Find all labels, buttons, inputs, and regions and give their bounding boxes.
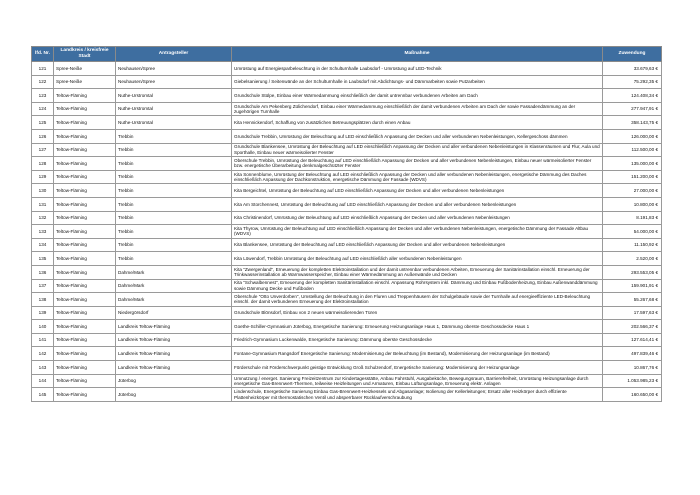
cell-zuwendung: 1.053.985,23 €	[603, 374, 662, 388]
cell-nr: 132	[32, 211, 54, 225]
cell-landkreis: Teltow-Fläming	[54, 279, 116, 293]
cell-zuwendung: 55.267,68 €	[603, 293, 662, 307]
cell-landkreis: Teltow-Fläming	[54, 252, 116, 266]
cell-massnahme: Grundschule Blönsdorf, Einbau von 2 neuen wärmeisolierenden Türen	[232, 306, 603, 320]
table-row	[32, 347, 662, 361]
table-row	[32, 293, 662, 307]
cell-antragsteller: Dahme/Mark	[116, 293, 232, 307]
cell-massnahme: Friedrich-Gymnasium Luckenwalde, Energetische Sanierung: Dämmung oberste Geschossdecke	[232, 333, 603, 347]
cell-nr: 125	[32, 116, 54, 130]
cell-antragsteller: Jüterbog	[116, 374, 232, 388]
cell-nr: 126	[32, 129, 54, 143]
cell-landkreis: Teltow-Fläming	[54, 293, 116, 307]
cell-nr: 124	[32, 102, 54, 116]
header-landkreis: Landkreis / kreisfreie Stadt	[54, 47, 116, 62]
header-zuwendung: Zuwendung	[603, 47, 662, 62]
cell-massnahme: Kita Am Storchennest, Umrüstung der Beleuchtung auf LED einschließlich Anpassung der Decken und aller verbundenen Nebenleistungen	[232, 197, 603, 211]
cell-landkreis: Teltow-Fläming	[54, 197, 116, 211]
header-massnahme: Maßnahme	[232, 47, 603, 62]
cell-landkreis: Teltow-Fläming	[54, 225, 116, 239]
table-row	[32, 197, 662, 211]
table-row	[32, 225, 662, 239]
cell-antragsteller: Nuthe-Urstromtal	[116, 102, 232, 116]
cell-zuwendung: 10.800,00 €	[603, 197, 662, 211]
cell-nr: 122	[32, 75, 54, 89]
cell-nr: 145	[32, 388, 54, 402]
cell-landkreis: Teltow-Fläming	[54, 157, 116, 171]
table-row	[32, 157, 662, 171]
cell-landkreis: Teltow-Fläming	[54, 333, 116, 347]
cell-massnahme: Kita Thyrow, Umrüstung der Beleuchtung auf LED einschließlich Anpassung der Decken und aller verbundenen Nebenleistungen, energetische Dämmung der Fassade Altbau (WDVS)	[232, 225, 603, 239]
cell-antragsteller: Trebbin	[116, 238, 232, 252]
table-row	[32, 320, 662, 334]
cell-massnahme: Kita Blankensee, Umrüstung der Beleuchtung auf LED einschließlich Anpassung der Decken und aller verbundenen Nebenleistungen	[232, 238, 603, 252]
cell-antragsteller: Trebbin	[116, 211, 232, 225]
table-row	[32, 265, 662, 279]
cell-nr: 123	[32, 89, 54, 103]
table-row	[32, 116, 662, 130]
cell-massnahme: Fontane-Gymnasium Rangsdorf Energetische Sanierung: Modernisierung der Beleuchtung (im Bestand), Modernisierung der Heizungsanlage (im Bestand)	[232, 347, 603, 361]
cell-nr: 127	[32, 143, 54, 157]
cell-antragsteller: Trebbin	[116, 197, 232, 211]
cell-landkreis: Teltow-Fläming	[54, 361, 116, 375]
cell-nr: 144	[32, 374, 54, 388]
cell-zuwendung: 358.143,75 €	[603, 116, 662, 130]
cell-antragsteller: Neuhausen/Spree	[116, 75, 232, 89]
cell-antragsteller: Nuthe-Urstromtal	[116, 116, 232, 130]
cell-landkreis: Teltow-Fläming	[54, 388, 116, 402]
cell-zuwendung: 151.200,00 €	[603, 170, 662, 184]
cell-zuwendung: 8.191,83 €	[603, 211, 662, 225]
table-row	[32, 102, 662, 116]
table-row	[32, 89, 662, 103]
cell-landkreis: Teltow-Fläming	[54, 265, 116, 279]
cell-massnahme: Kita Hennickendorf, Schaffung von zusätzlichen Betreuungsplätzen durch einen Anbau	[232, 116, 603, 130]
cell-landkreis: Spree-Neiße	[54, 75, 116, 89]
cell-antragsteller: Dahme/Mark	[116, 265, 232, 279]
cell-landkreis: Spree-Neiße	[54, 62, 116, 76]
table-row	[32, 129, 662, 143]
table-row	[32, 333, 662, 347]
cell-zuwendung: 11.150,92 €	[603, 238, 662, 252]
cell-massnahme: Grundschule Stülpe, Einbau einer Wärmedammung einschließlich der damit untrennbar verbundenen Arbeiten am Dach	[232, 89, 603, 103]
cell-antragsteller: Neuhausen/Spree	[116, 62, 232, 76]
cell-massnahme: Grundschule Trebbin, Umrüstung der Beleuchtung auf LED einschließlich Anpassung der Decken und aller verbundenen Nebenleistungen, Kellergeschoss dämmen	[232, 129, 603, 143]
header-nr: lfd. Nr.	[32, 47, 54, 62]
cell-landkreis: Teltow-Fläming	[54, 89, 116, 103]
cell-massnahme: Goethe-Schiller-Gymnasium Jüterbog, Energetische Sanierung: Erneuerung Heizungsanlage Haus 1, Dämmung oberste Geschossdecke Haus 1	[232, 320, 603, 334]
table-row	[32, 279, 662, 293]
cell-landkreis: Teltow-Fläming	[54, 116, 116, 130]
cell-landkreis: Teltow-Fläming	[54, 143, 116, 157]
cell-landkreis: Teltow-Fläming	[54, 211, 116, 225]
cell-nr: 141	[32, 333, 54, 347]
cell-antragsteller: Dahme/Mark	[116, 279, 232, 293]
cell-nr: 137	[32, 279, 54, 293]
cell-landkreis: Teltow-Fläming	[54, 170, 116, 184]
cell-massnahme: Umnutzung / energet. Sanierung Freizeitzentrum zur Kindertagesstätte, Anbau Fahrstuhl, Ausgabeküche, Bewegungsraum, Barrierefreiheit, Umrüstung Heizungsanlage durch energetische Gas-Brennwert-Thermen, teilweise Heizleitungen und Armaturen, Einbau Lüftungsanlage, Erneuerung elektr. Anlagen	[232, 374, 603, 388]
cell-nr: 121	[32, 62, 54, 76]
table-row	[32, 62, 662, 76]
table-header-row	[32, 47, 662, 62]
cell-antragsteller: Landkreis Teltow-Fläming	[116, 347, 232, 361]
cell-antragsteller: Landkreis Teltow-Fläming	[116, 333, 232, 347]
cell-nr: 140	[32, 320, 54, 334]
cell-nr: 136	[32, 265, 54, 279]
table-row	[32, 306, 662, 320]
cell-antragsteller: Trebbin	[116, 157, 232, 171]
cell-antragsteller: Jüterbog	[116, 388, 232, 402]
cell-antragsteller: Trebbin	[116, 129, 232, 143]
cell-nr: 128	[32, 157, 54, 171]
cell-nr: 138	[32, 293, 54, 307]
table-row	[32, 388, 662, 402]
cell-nr: 131	[32, 197, 54, 211]
cell-massnahme: Kita Bergeichtel, Umrüstung der Beleuchtung auf LED einschließlich Anpassung der Decken und aller verbundenen Nebenleistungen	[232, 184, 603, 198]
cell-nr: 134	[32, 238, 54, 252]
table-row	[32, 75, 662, 89]
cell-nr: 135	[32, 252, 54, 266]
table-row	[32, 143, 662, 157]
funding-table	[31, 46, 662, 402]
cell-zuwendung: 497.839,46 €	[603, 347, 662, 361]
cell-nr: 142	[32, 347, 54, 361]
cell-zuwendung: 277.947,91 €	[603, 102, 662, 116]
cell-landkreis: Teltow-Fläming	[54, 347, 116, 361]
cell-zuwendung: 135.000,00 €	[603, 157, 662, 171]
cell-zuwendung: 159.901,91 €	[603, 279, 662, 293]
table-row	[32, 184, 662, 198]
cell-massnahme: Oberschule "Otto Unverdorben", Umstellung der Beleuchtung in den Fluren und Treppenhäusern der Schulgebäude sowie der Turnhalle auf energieeffiziente LED-Beleuchtung einschl. der damit verbundenen Erneuerung der Elektroinstallation	[232, 293, 603, 307]
cell-massnahme: Kita "Schwalbennest", Erneuerung der kompletten Sanitärinstallation einschl. Anpassung Rohrsystem inkl. Dämmung und Einbau Fußbodenheizung, Einbau Außenwanddämmung sowie Dämmung Decke und Fußboden	[232, 279, 603, 293]
cell-zuwendung: 10.867,76 €	[603, 361, 662, 375]
cell-massnahme: Kita Christinendorf, Umrüstung der Beleuchtung auf LED einschließlich Anpassung der Decken und aller verbundenen Nebenleistungen	[232, 211, 603, 225]
cell-landkreis: Teltow-Fläming	[54, 102, 116, 116]
cell-nr: 143	[32, 361, 54, 375]
cell-massnahme: Grundschule Am Pekenberg Zülichendorf, Einbau einer Wärmedammung einschließlich der damit verbundenen Arbeiten am Dach der sowie Fassadendämmung an der zugehörigen Turnhalle	[232, 102, 603, 116]
cell-zuwendung: 27.000,00 €	[603, 184, 662, 198]
cell-massnahme: Kita Sonnenblume, Umrüstung der Beleuchtung auf LED einschließlich Anpassung der Decken und aller verbundenen Nebenleistungen, energetische Dämmung des Daches einschließlich Anpassung der Dachkonstruktion, energetische Dämmung der Fassade (WDVS)	[232, 170, 603, 184]
header-antragsteller: Antragsteller	[116, 47, 232, 62]
cell-massnahme: Kita Löwendorf, Trebbin Umrüstung der Beleuchtung auf LED einschließlich aller verbundenen Nebenleistungen	[232, 252, 603, 266]
cell-antragsteller: Niedergörsdorf	[116, 306, 232, 320]
cell-zuwendung: 112.500,00 €	[603, 143, 662, 157]
cell-nr: 130	[32, 184, 54, 198]
table-row	[32, 252, 662, 266]
cell-antragsteller: Trebbin	[116, 225, 232, 239]
cell-massnahme: Grundschule Blankensee, Umrüstung der Beleuchtung auf LED einschließlich Anpassung der Decken und aller verbundenen Nebenleistungen in Klassenräumen und Flur, Aula und Sporthalle, Einbau neuer wärmeisolierter Fenster	[232, 143, 603, 157]
cell-landkreis: Teltow-Fläming	[54, 306, 116, 320]
table-row	[32, 170, 662, 184]
cell-landkreis: Teltow-Fläming	[54, 129, 116, 143]
cell-antragsteller: Landkreis Teltow-Fläming	[116, 361, 232, 375]
table-row	[32, 374, 662, 388]
table-row	[32, 211, 662, 225]
cell-massnahme: Umrüstung auf Energiesparbeleuchtung in der Schulturnhalle Laubsdorf - Umrüstung auf LED-Technik	[232, 62, 603, 76]
cell-antragsteller: Trebbin	[116, 143, 232, 157]
cell-landkreis: Teltow-Fläming	[54, 184, 116, 198]
cell-landkreis: Teltow-Fläming	[54, 238, 116, 252]
cell-zuwendung: 126.000,00 €	[603, 129, 662, 143]
cell-landkreis: Teltow-Fläming	[54, 320, 116, 334]
table-row	[32, 238, 662, 252]
cell-massnahme: Giebelsanierung / Seitenwände an der Schulturnhalle in Laubsdorf mit Abdichtungs- und Dämmarbeiten sowie Putzarbeiten	[232, 75, 603, 89]
cell-massnahme: Oberschule Trebbin, Umrüstung der Beleuchtung auf LED einschließlich Anpassung der Decken und aller verbundenen Nebenleistungen, Einbau neuer wärmeisolierter Fenster bzw. energetische Überarbeitung denkmalgeschützter Fenster	[232, 157, 603, 171]
cell-landkreis: Teltow-Fläming	[54, 374, 116, 388]
cell-zuwendung: 160.650,00 €	[603, 388, 662, 402]
cell-zuwendung: 124.408,34 €	[603, 89, 662, 103]
cell-antragsteller: Trebbin	[116, 252, 232, 266]
cell-antragsteller: Trebbin	[116, 170, 232, 184]
table-row	[32, 361, 662, 375]
cell-antragsteller: Trebbin	[116, 184, 232, 198]
cell-zuwendung: 33.679,63 €	[603, 62, 662, 76]
cell-nr: 129	[32, 170, 54, 184]
cell-nr: 133	[32, 225, 54, 239]
cell-nr: 139	[32, 306, 54, 320]
cell-zuwendung: 2.520,00 €	[603, 252, 662, 266]
cell-massnahme: Förderschule mit Förderschwerpunkt geistige Entwicklung Groß Schulzendorf, Energetische Sanierung: Modernisierung der Heizungsanlage	[232, 361, 603, 375]
cell-massnahme: Kita "Zwergenland", Erneuerung der kompletten Elektroinstallation und der damit untrennbar verbundenen Arbeiten, Erneuerung der Sanitärinstallation einschl. Erneuerung der Trinkwasserinstallation ab Warmwasserspeicher, Einbau einer Wärmedämmung an Außenwände und Decken	[232, 265, 603, 279]
cell-antragsteller: Landkreis Teltow-Fläming	[116, 320, 232, 334]
cell-massnahme: Lindenschule, Energetische Sanierung Einbau Gas-Brennwert-Heizkessels und Abgasanlage; Isolierung der Kellerleitungen; Ersatz aller Heizkörper durch effiziente Plattenheizkörper mit thermostatischen Ventil und absperrbarer Rücklaufverschraubung	[232, 388, 603, 402]
cell-zuwendung: 127.614,41 €	[603, 333, 662, 347]
cell-zuwendung: 54.000,00 €	[603, 225, 662, 239]
cell-zuwendung: 202.566,37 €	[603, 320, 662, 334]
cell-zuwendung: 17.597,63 €	[603, 306, 662, 320]
cell-zuwendung: 293.553,05 €	[603, 265, 662, 279]
cell-antragsteller: Nuthe-Urstromtal	[116, 89, 232, 103]
cell-zuwendung: 75.292,35 €	[603, 75, 662, 89]
